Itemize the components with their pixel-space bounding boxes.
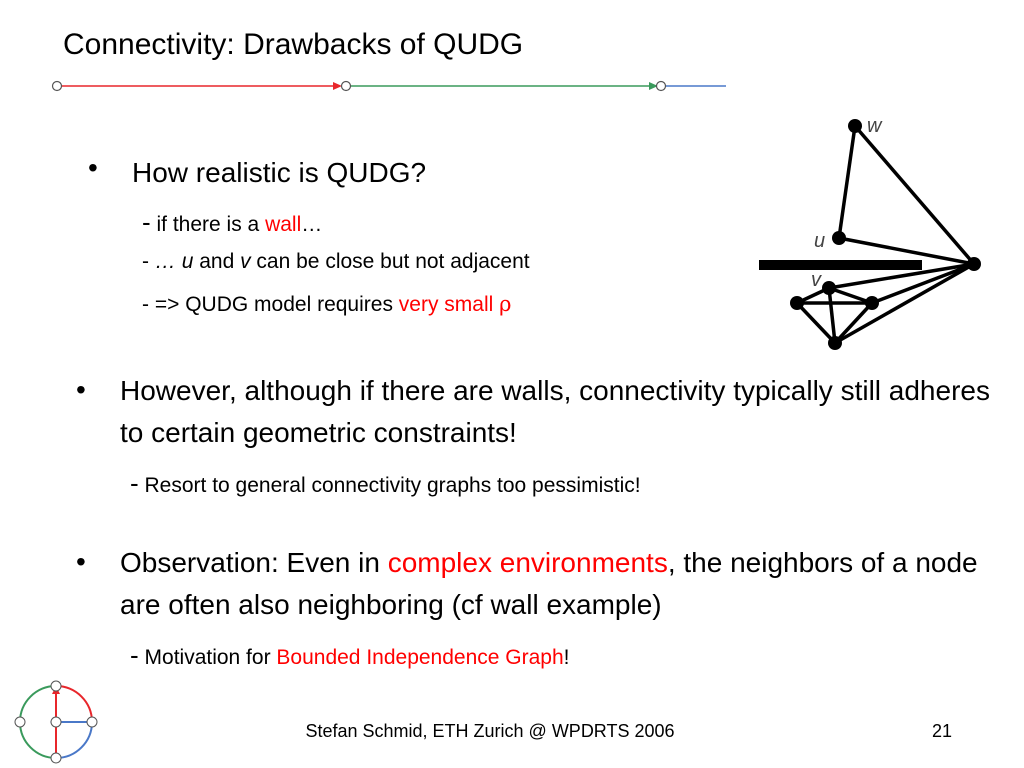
bullet-3-after: , the neighbors of a node are often also neighboring (cf wall example) <box>120 547 978 620</box>
sub-2-text: can be close but not adjacent <box>250 250 530 273</box>
header-rule <box>50 76 740 96</box>
node-w <box>848 119 862 133</box>
node-e <box>865 296 879 310</box>
bullet-2-sub-1 <box>130 468 641 499</box>
wall-graph-diagram <box>755 112 995 352</box>
bullet-3-text <box>120 542 1020 626</box>
edge-l-b <box>797 303 835 343</box>
node-u <box>832 231 846 245</box>
node-u-text: u <box>181 250 194 273</box>
edge-v-b <box>829 288 835 343</box>
sub-1-ellipsis: … <box>301 213 323 236</box>
bullet-3-marker: • <box>76 546 86 577</box>
sub-text: Resort to general connectivity graphs too pessimistic! <box>144 474 641 497</box>
dash-marker: - <box>130 640 139 670</box>
bullet-3-sub-1 <box>130 640 570 671</box>
sub-2-and: and <box>193 250 241 273</box>
complex-environments-highlight: complex environments <box>387 547 668 578</box>
wall-highlight: wall <box>265 213 302 236</box>
bullet-1-sub-2 <box>142 250 530 274</box>
bullet-3-before: Observation: Even in <box>120 547 388 578</box>
rule-node-left <box>53 82 62 91</box>
bullet-1-text: How realistic is QUDG? <box>132 157 427 188</box>
dash-marker: - <box>142 250 149 273</box>
dash-marker: - <box>142 207 151 237</box>
sub-text: Motivation for <box>144 646 277 669</box>
dash-marker: - <box>130 468 139 498</box>
edge-w-u <box>839 126 855 238</box>
sub-exclaim: ! <box>563 646 570 669</box>
label-v: v <box>811 269 821 291</box>
very-small-highlight: very small <box>398 293 500 316</box>
dash-marker: - <box>142 293 149 316</box>
bullet-2-marker: • <box>76 374 86 405</box>
logo-red-arc <box>56 686 92 722</box>
bullet-1-marker: • <box>88 152 98 183</box>
node-v <box>822 281 836 295</box>
wall-bar <box>759 260 922 270</box>
rule-node-right <box>657 82 666 91</box>
bullet-1-sub-3 <box>142 292 512 317</box>
label-u: u <box>814 230 826 252</box>
node-l <box>790 296 804 310</box>
big-highlight: Bounded Independence Graph <box>276 646 564 669</box>
sub-3-text: => QUDG model requires <box>154 293 399 316</box>
label-w: w <box>867 115 882 137</box>
footer-text: Stefan Schmid, ETH Zurich @ WPDRTS 2006 <box>305 721 675 741</box>
edge-e-b <box>835 303 872 343</box>
rule-node-mid <box>342 82 351 91</box>
node-r <box>967 257 981 271</box>
sub-1-text: if there is a <box>156 213 266 236</box>
logo-green-arc-2 <box>20 686 56 722</box>
slide-title: Connectivity: Drawbacks of QUDG <box>63 28 524 61</box>
rho-symbol: ρ <box>499 292 512 316</box>
node-v-text: v <box>240 250 251 273</box>
sub-2-ellipsis: … <box>154 250 182 273</box>
bullet-1-sub-1 <box>142 207 322 238</box>
page-number: 21 <box>932 721 953 741</box>
bullet-2-text: However, although if there are walls, connectivity typically still adheres to certain geometric constraints! <box>120 375 990 448</box>
rule-arrow-red <box>333 82 342 90</box>
node-b <box>828 336 842 350</box>
